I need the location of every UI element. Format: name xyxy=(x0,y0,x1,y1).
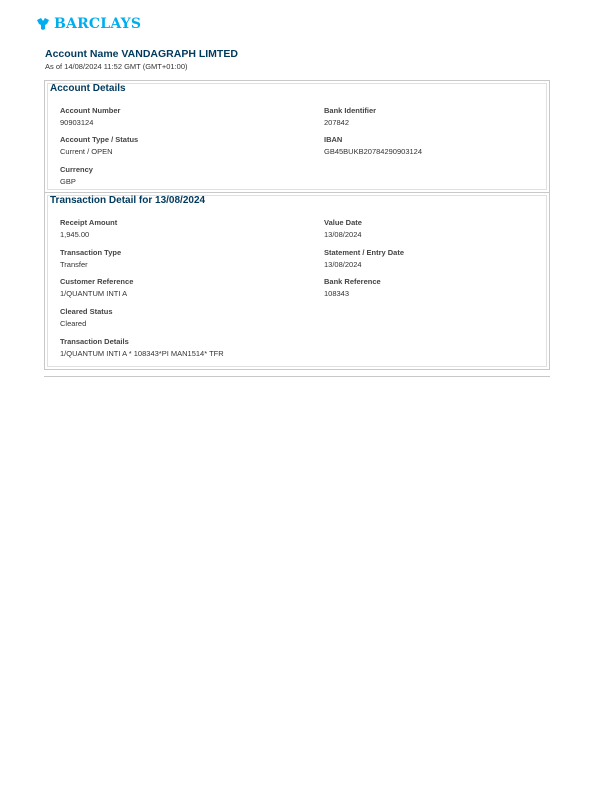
value-date-value: 13/08/2024 xyxy=(324,230,362,239)
bank-identifier-label: Bank Identifier xyxy=(324,106,377,115)
iban-label: IBAN xyxy=(324,135,343,144)
transaction-details-value: 1/QUANTUM INTI A * 108343*PI MAN1514* TFR xyxy=(60,349,224,358)
receipt-amount-value: 1,945.00 xyxy=(60,230,90,239)
iban-value: GB45BUKB20784290903124 xyxy=(324,147,422,156)
account-type-value: Current / OPEN xyxy=(60,147,113,156)
cleared-status-value: Cleared xyxy=(60,319,87,328)
transaction-type-label: Transaction Type xyxy=(60,248,122,257)
as-of-timestamp: As of 14/08/2024 11:52 GMT (GMT+01:00) xyxy=(45,62,188,71)
value-date-label: Value Date xyxy=(324,218,362,227)
bank-reference-value: 108343 xyxy=(324,289,350,298)
statement-date-value: 13/08/2024 xyxy=(324,260,362,269)
account-type-label: Account Type / Status xyxy=(60,135,139,144)
transaction-detail-panel xyxy=(44,192,550,370)
bottom-divider xyxy=(44,376,550,377)
customer-reference-value: 1/QUANTUM INTI A xyxy=(60,289,128,298)
transaction-details-label: Transaction Details xyxy=(60,337,129,346)
account-details-panel xyxy=(44,80,550,193)
account-number-value: 90903124 xyxy=(60,118,94,127)
statement-date-label: Statement / Entry Date xyxy=(324,248,405,257)
currency-label: Currency xyxy=(60,165,93,174)
account-name: Account Name VANDAGRAPH LIMTED xyxy=(45,48,238,60)
barclays-logo xyxy=(36,16,141,32)
receipt-amount-label: Receipt Amount xyxy=(60,218,118,227)
customer-reference-label: Customer Reference xyxy=(60,277,134,286)
account-details-title: Account Details xyxy=(50,83,126,94)
transaction-type-value: Transfer xyxy=(60,260,88,269)
brand-name: BARCLAYS xyxy=(54,16,142,32)
transaction-detail-title: Transaction Detail for 13/08/2024 xyxy=(50,195,206,206)
currency-value: GBP xyxy=(60,177,76,186)
bank-reference-label: Bank Reference xyxy=(324,277,381,286)
bank-identifier-value: 207842 xyxy=(324,118,350,127)
cleared-status-label: Cleared Status xyxy=(60,307,113,316)
account-number-label: Account Number xyxy=(60,106,121,115)
eagle-icon xyxy=(36,17,50,31)
